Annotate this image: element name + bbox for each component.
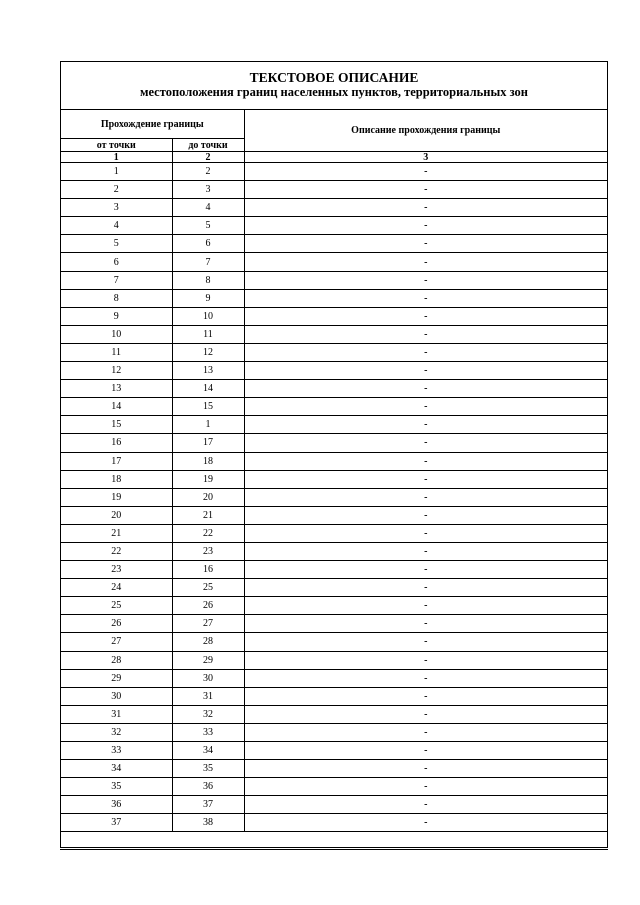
description-cell: -: [244, 289, 607, 307]
from-point-cell: 9: [61, 307, 172, 325]
to-point-cell: 4: [172, 199, 244, 217]
description-cell: -: [244, 380, 607, 398]
to-point-cell: 30: [172, 669, 244, 687]
document-subtitle: местоположения границ населенных пунктов, территориальных зон: [139, 85, 529, 99]
table-row: [61, 398, 607, 416]
description-cell: -: [244, 796, 607, 814]
to-point-cell: 2: [172, 163, 244, 181]
to-point-cell: 37: [172, 796, 244, 814]
description-cell: -: [244, 633, 607, 651]
table-row: [61, 814, 607, 832]
from-point-cell: 3: [61, 199, 172, 217]
to-point-cell: 11: [172, 325, 244, 343]
header-row-top: [61, 110, 607, 139]
table-row: [61, 325, 607, 343]
from-point-cell: 33: [61, 742, 172, 760]
table-row: [61, 199, 607, 217]
to-point-cell: 22: [172, 524, 244, 542]
to-point-cell: 17: [172, 434, 244, 452]
description-cell: -: [244, 651, 607, 669]
table-row: [61, 742, 607, 760]
from-point-cell: 29: [61, 669, 172, 687]
to-point-cell: 38: [172, 814, 244, 832]
description-cell: -: [244, 705, 607, 723]
table-row: [61, 561, 607, 579]
to-point-cell: 16: [172, 561, 244, 579]
description-cell: -: [244, 579, 607, 597]
from-point-cell: 22: [61, 542, 172, 560]
table-row: [61, 542, 607, 560]
to-point-cell: 13: [172, 362, 244, 380]
from-point-cell: 2: [61, 181, 172, 199]
from-point-cell: 14: [61, 398, 172, 416]
from-point-cell: 23: [61, 561, 172, 579]
from-point-cell: 11: [61, 343, 172, 361]
description-cell: -: [244, 488, 607, 506]
table-row: [61, 307, 607, 325]
description-cell: -: [244, 235, 607, 253]
table-row: [61, 217, 607, 235]
to-point-cell: 19: [172, 470, 244, 488]
description-header: Описание прохождения границы: [244, 110, 607, 152]
description-cell: -: [244, 778, 607, 796]
to-point-cell: 35: [172, 760, 244, 778]
description-cell: -: [244, 163, 607, 181]
table-row: [61, 597, 607, 615]
table-row: [61, 470, 607, 488]
to-point-cell: 33: [172, 723, 244, 741]
to-point-cell: 34: [172, 742, 244, 760]
description-cell: -: [244, 615, 607, 633]
to-point-cell: 21: [172, 506, 244, 524]
from-point-cell: 37: [61, 814, 172, 832]
to-point-cell: 29: [172, 651, 244, 669]
table-row: [61, 615, 607, 633]
table-row: [61, 506, 607, 524]
from-point-cell: 34: [61, 760, 172, 778]
table-row: [61, 362, 607, 380]
table-row: [61, 524, 607, 542]
from-point-cell: 12: [61, 362, 172, 380]
boundary-description-sheet: [60, 61, 608, 848]
to-point-cell: 8: [172, 271, 244, 289]
description-cell: -: [244, 307, 607, 325]
to-point-cell: 1: [172, 416, 244, 434]
to-point-header: до точки: [172, 139, 244, 152]
description-cell: -: [244, 470, 607, 488]
to-point-cell: 10: [172, 307, 244, 325]
from-point-cell: 19: [61, 488, 172, 506]
to-point-cell: 20: [172, 488, 244, 506]
description-cell: -: [244, 669, 607, 687]
from-point-cell: 30: [61, 687, 172, 705]
boundary-table: [61, 110, 607, 832]
to-point-cell: 36: [172, 778, 244, 796]
description-cell: -: [244, 343, 607, 361]
bottom-rule: [60, 849, 608, 850]
from-point-header: от точки: [61, 139, 172, 152]
description-cell: -: [244, 687, 607, 705]
description-cell: -: [244, 253, 607, 271]
from-point-cell: 1: [61, 163, 172, 181]
table-row: [61, 669, 607, 687]
to-point-cell: 23: [172, 542, 244, 560]
to-point-cell: 15: [172, 398, 244, 416]
from-point-cell: 13: [61, 380, 172, 398]
to-point-cell: 27: [172, 615, 244, 633]
from-point-cell: 31: [61, 705, 172, 723]
from-point-cell: 28: [61, 651, 172, 669]
table-row: [61, 723, 607, 741]
description-cell: -: [244, 506, 607, 524]
from-point-cell: 17: [61, 452, 172, 470]
from-point-cell: 15: [61, 416, 172, 434]
description-cell: -: [244, 199, 607, 217]
from-point-cell: 18: [61, 470, 172, 488]
table-row: [61, 380, 607, 398]
table-row: [61, 289, 607, 307]
column-index-3: 3: [244, 152, 607, 163]
table-row: [61, 633, 607, 651]
description-cell: -: [244, 398, 607, 416]
table-row: [61, 651, 607, 669]
table-row: [61, 579, 607, 597]
to-point-cell: 3: [172, 181, 244, 199]
to-point-cell: 14: [172, 380, 244, 398]
from-point-cell: 24: [61, 579, 172, 597]
table-row: [61, 778, 607, 796]
table-row: [61, 163, 607, 181]
description-cell: -: [244, 597, 607, 615]
document-title: ТЕКСТОВОЕ ОПИСАНИЕ: [249, 70, 419, 85]
from-point-cell: 35: [61, 778, 172, 796]
to-point-cell: 18: [172, 452, 244, 470]
to-point-cell: 12: [172, 343, 244, 361]
column-index-2: 2: [172, 152, 244, 163]
table-row: [61, 343, 607, 361]
table-row: [61, 705, 607, 723]
table-row: [61, 687, 607, 705]
description-cell: -: [244, 524, 607, 542]
table-row: [61, 271, 607, 289]
from-point-cell: 4: [61, 217, 172, 235]
table-row: [61, 796, 607, 814]
title-block: [61, 62, 607, 110]
description-cell: -: [244, 325, 607, 343]
table-row: [61, 760, 607, 778]
description-cell: -: [244, 452, 607, 470]
table-row: [61, 434, 607, 452]
table-row: [61, 416, 607, 434]
to-point-cell: 5: [172, 217, 244, 235]
from-point-cell: 25: [61, 597, 172, 615]
from-point-cell: 5: [61, 235, 172, 253]
description-cell: -: [244, 217, 607, 235]
description-cell: -: [244, 742, 607, 760]
description-cell: -: [244, 416, 607, 434]
from-point-cell: 7: [61, 271, 172, 289]
to-point-cell: 6: [172, 235, 244, 253]
column-index-row: [61, 152, 607, 163]
description-cell: -: [244, 181, 607, 199]
column-index-1: 1: [61, 152, 172, 163]
description-cell: -: [244, 434, 607, 452]
from-point-cell: 36: [61, 796, 172, 814]
to-point-cell: 25: [172, 579, 244, 597]
table-row: [61, 235, 607, 253]
description-cell: -: [244, 814, 607, 832]
to-point-cell: 32: [172, 705, 244, 723]
description-cell: -: [244, 561, 607, 579]
description-cell: -: [244, 760, 607, 778]
from-point-cell: 21: [61, 524, 172, 542]
to-point-cell: 28: [172, 633, 244, 651]
description-cell: -: [244, 542, 607, 560]
from-point-cell: 27: [61, 633, 172, 651]
passage-header: Прохождение границы: [61, 110, 244, 139]
table-row: [61, 253, 607, 271]
from-point-cell: 8: [61, 289, 172, 307]
description-cell: -: [244, 271, 607, 289]
from-point-cell: 20: [61, 506, 172, 524]
from-point-cell: 16: [61, 434, 172, 452]
table-row: [61, 181, 607, 199]
description-cell: -: [244, 362, 607, 380]
from-point-cell: 32: [61, 723, 172, 741]
to-point-cell: 26: [172, 597, 244, 615]
description-cell: -: [244, 723, 607, 741]
table-row: [61, 488, 607, 506]
from-point-cell: 10: [61, 325, 172, 343]
from-point-cell: 6: [61, 253, 172, 271]
to-point-cell: 31: [172, 687, 244, 705]
to-point-cell: 9: [172, 289, 244, 307]
from-point-cell: 26: [61, 615, 172, 633]
to-point-cell: 7: [172, 253, 244, 271]
table-row: [61, 452, 607, 470]
